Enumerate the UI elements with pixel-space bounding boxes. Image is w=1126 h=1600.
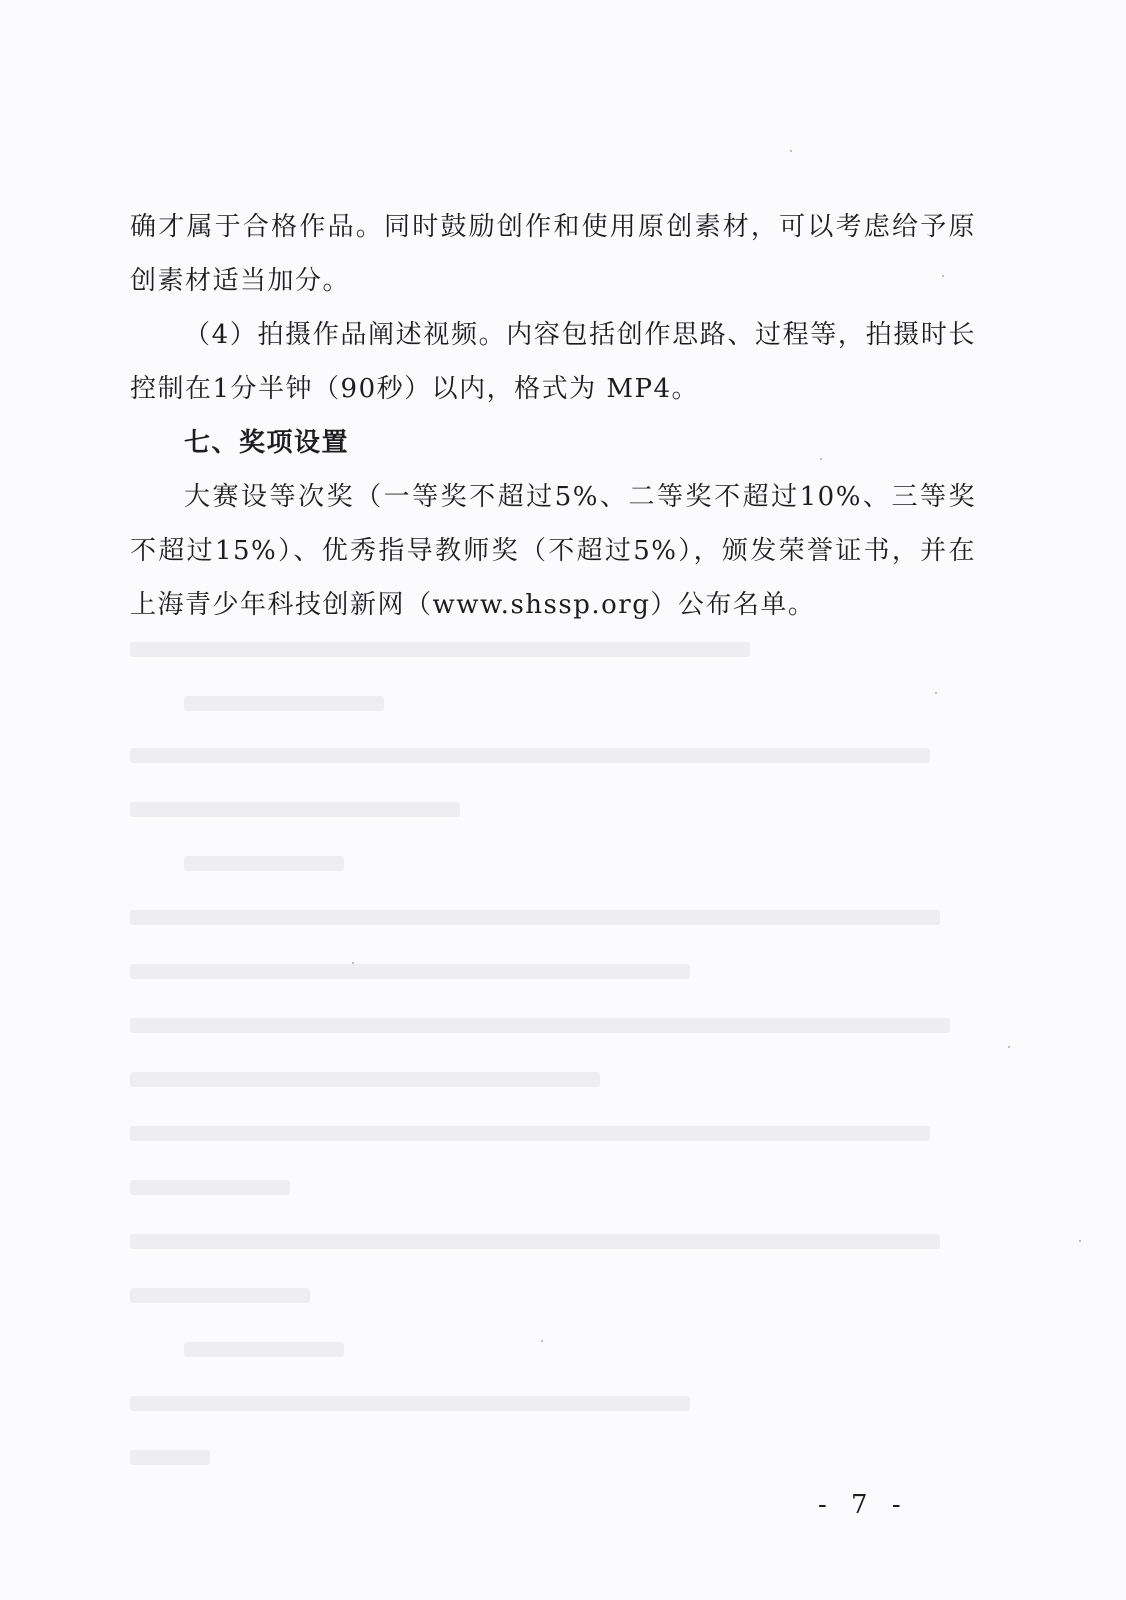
body-paragraph-originality: 确才属于合格作品。同时鼓励创作和使用原创素材，可以考虑给予原创素材适当加分。 [130, 212, 976, 296]
page-number: - 7 - [818, 1490, 909, 1520]
section-heading-awards: 七、奖项设置 [184, 428, 350, 458]
body-paragraph-awards: 大赛设等次奖（一等奖不超过5%、二等奖不超过10%、三等奖不超过15%）、优秀指导教师奖（不超过5%），颁发荣誉证书，并在上海青少年科技创新网（www.shssp.org）公布名单。 [130, 482, 976, 620]
body-paragraph-video: （4）拍摄作品阐述视频。内容包括创作思路、过程等，拍摄时长控制在1分半钟（90秒）以内，格式为 MP4。 [130, 320, 976, 404]
